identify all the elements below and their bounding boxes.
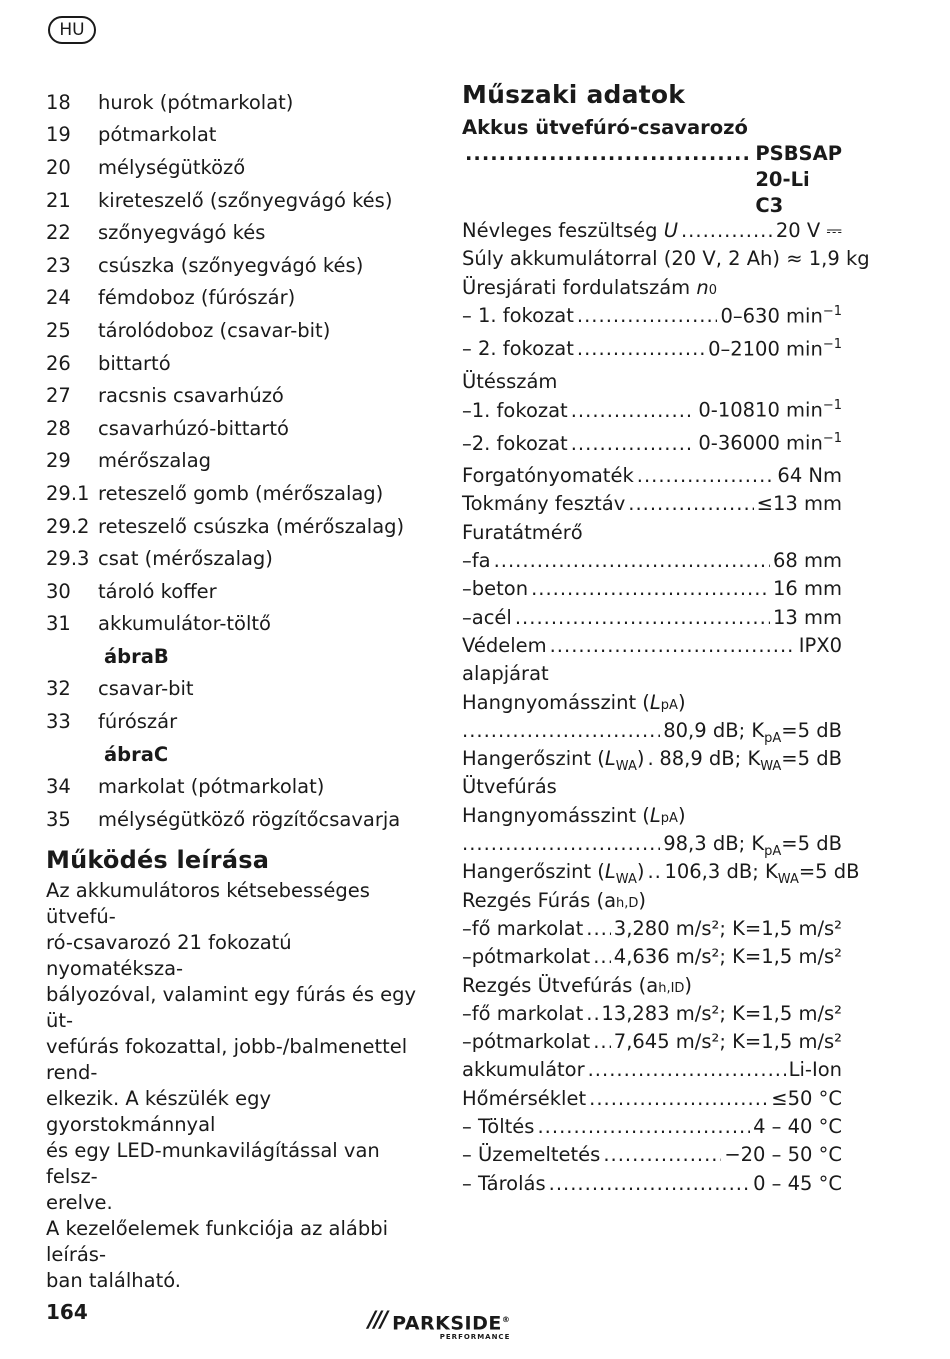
part-label: csat (mérőszalag) <box>98 547 273 571</box>
part-label: bittartó <box>98 351 171 375</box>
parts-list-c <box>46 738 426 771</box>
leader-dots <box>494 549 770 572</box>
page-number: 164 <box>46 1300 88 1324</box>
part-label: csúszka (szőnyegvágó kés) <box>98 253 364 277</box>
torque-value: 64 Nm <box>777 464 842 488</box>
storage-value: 0 – 45 °C <box>753 1171 842 1195</box>
part-label: reteszelő gomb (mérőszalag) <box>98 481 384 505</box>
spec-spl-1 <box>462 719 842 747</box>
part-number: 29.1 <box>46 481 90 505</box>
part-number: 22 <box>46 221 71 245</box>
chuck-label: Tokmány fesztáv <box>462 492 626 516</box>
spec-charging <box>462 1115 842 1143</box>
spec-spl-2 <box>462 832 842 860</box>
leader-dots <box>465 141 752 219</box>
parts-list-item <box>46 445 426 478</box>
leader-dots <box>577 337 705 360</box>
part-number: 29.3 <box>46 547 90 571</box>
steel-label: –acél <box>462 605 512 629</box>
leader-dots <box>531 577 770 600</box>
charge-label: – Töltés <box>462 1115 535 1139</box>
logo-brand: PARKSIDE® <box>392 1312 511 1335</box>
parts-list-item <box>46 770 426 803</box>
part-label: mélységütköző <box>98 155 246 179</box>
part-number: 24 <box>46 286 71 310</box>
function-title: Működés leírása <box>46 845 270 874</box>
wood-label: –fa <box>462 549 491 573</box>
text-line: erelve. <box>46 1190 113 1214</box>
text-line: ban található. <box>46 1268 182 1292</box>
part-label: racsnis csavarhúzó <box>98 384 284 408</box>
storage-label: – Tárolás <box>462 1171 546 1195</box>
parts-list-item <box>46 216 426 249</box>
function-description <box>46 878 426 1294</box>
leader-dots <box>571 399 696 422</box>
part-number: 18 <box>46 90 71 114</box>
part-number: 21 <box>46 188 71 212</box>
text-line: és egy LED-munkavilágítással van felsz- <box>46 1138 380 1188</box>
part-number: 25 <box>46 318 71 342</box>
parts-list-item <box>46 575 426 608</box>
parts-list-item <box>46 119 426 152</box>
battery-value: Li-Ion <box>788 1058 842 1082</box>
leader-dots <box>593 945 611 968</box>
text-line: vefúrás fokozattal, jobb-/balmenettel rend- <box>46 1034 408 1084</box>
spec-temperature <box>462 1087 842 1115</box>
swl2-value: 106,3 dB; $K_{WA}=5$ dB <box>664 860 860 888</box>
temp-value: ≤50 °C <box>771 1086 842 1110</box>
left-column <box>46 86 426 1294</box>
leader-dots <box>462 719 660 742</box>
part-number: 19 <box>46 123 71 147</box>
text-line: A kezelőelemek funkciója az alábbi leírás- <box>46 1216 388 1266</box>
model-name: Akkus ütvefúró-csavarozó <box>462 116 748 139</box>
main-grip-label: –fő markolat <box>462 916 584 940</box>
spec-vib-drill-label: Rezgés Fúrás (a h,D ) <box>462 888 647 912</box>
parts-list-item <box>46 86 426 119</box>
spec-bore-diameter: Furatátmérő <box>462 520 583 544</box>
leader-dots <box>637 464 775 487</box>
part-number: 30 <box>46 579 71 603</box>
part-number: 32 <box>46 677 71 701</box>
part-label: markolat (pótmarkolat) <box>98 775 325 799</box>
parts-list-item <box>46 347 426 380</box>
main-grip-label: –fő markolat <box>462 1001 584 1025</box>
leader-dots <box>537 1115 750 1138</box>
gear2-label: – 2. fokozat <box>462 337 574 361</box>
figure-c-heading <box>46 738 426 771</box>
leader-dots <box>647 860 661 883</box>
impact2-value: 0-36000 $\min^{-1}$ <box>698 431 842 455</box>
leader-dots <box>586 917 611 940</box>
parts-list <box>46 86 426 640</box>
text-line: Az akkumulátoros kétsebességes ütvefú- <box>46 878 370 928</box>
spec-torque <box>462 464 842 492</box>
main-grip1-value: 3,280 m/s²; K=1,5 m/s² <box>613 916 842 940</box>
logo-slashes-icon: /// <box>368 1308 387 1333</box>
part-label: hurok (pótmarkolat) <box>98 90 294 114</box>
parts-list-item <box>46 510 426 543</box>
spec-idle-speed: Üresjárati fordulatszám n 0 <box>462 275 718 299</box>
parkside-logo <box>368 1310 510 1342</box>
parts-list-item <box>46 314 426 347</box>
part-number: 34 <box>46 775 71 799</box>
spec-wood <box>462 549 842 577</box>
part-label: csavar-bit <box>98 677 194 701</box>
part-label: pótmarkolat <box>98 123 217 147</box>
parts-list-item <box>46 477 426 510</box>
parts-list-item <box>46 705 426 738</box>
leader-dots <box>462 832 660 855</box>
parts-list-item <box>46 542 426 575</box>
leader-dots <box>550 634 796 657</box>
logo-sub: PERFORMANCE <box>439 1333 511 1342</box>
temp-label: Hőmérséklet <box>462 1086 587 1110</box>
spec-impact-2 <box>462 431 842 464</box>
impact1-value: 0-10810 $\min^{-1}$ <box>698 398 842 422</box>
leader-dots <box>647 747 656 770</box>
chuck-value: ≤13 mm <box>756 492 842 516</box>
leader-dots <box>571 432 696 455</box>
spec-storage <box>462 1172 842 1200</box>
part-label: mérőszalag <box>98 449 212 473</box>
leader-dots <box>603 1143 721 1166</box>
part-label: tároló koffer <box>98 579 217 603</box>
parts-list-item <box>46 673 426 706</box>
operate-label: – Üzemeltetés <box>462 1143 601 1167</box>
part-number: 31 <box>46 612 71 636</box>
spec-voltage <box>462 219 842 247</box>
right-column <box>462 80 870 1200</box>
leader-dots <box>593 1030 611 1053</box>
leader-dots <box>515 606 770 629</box>
aux-grip1-value: 4,636 m/s²; K=1,5 m/s² <box>613 945 842 969</box>
part-number: 29 <box>46 449 71 473</box>
idle-label: Üresjárati fordulatszám <box>462 275 691 299</box>
text-line: ró-csavarozó 21 fokozatú nyomatéksza- <box>46 930 292 980</box>
gear1-label: – 1. fokozat <box>462 304 574 328</box>
spec-steel <box>462 606 842 634</box>
voltage-label: Névleges feszültség U <box>462 219 678 242</box>
text-line: elkezik. A készülék egy gyorstokmánnyal <box>46 1086 272 1136</box>
gear2-value: 0–2100 $\min^{-1}$ <box>708 336 842 361</box>
part-number: 35 <box>46 807 71 831</box>
part-label: akkumulátor-töltő <box>98 612 271 636</box>
function-paragraph-1 <box>46 878 426 1216</box>
battery-label: akkumulátor <box>462 1058 585 1082</box>
language-badge: HU <box>48 16 96 44</box>
impact1-label: –1. fokozat <box>462 398 568 422</box>
part-label: szőnyegvágó kés <box>98 221 266 245</box>
figure-b-heading <box>46 640 426 673</box>
part-number: 28 <box>46 416 71 440</box>
spec-swl-2 <box>462 860 860 888</box>
swl1-label: Hangerőszint $(L_{WA})$ <box>462 747 645 775</box>
gear1-value: 0–630 $\min^{-1}$ <box>720 303 842 328</box>
model-code-row <box>462 141 842 219</box>
spec-spl-2-label: Hangnyomásszint ( L pA ) <box>462 803 686 827</box>
impact2-label: –2. fokozat <box>462 431 568 455</box>
concrete-label: –beton <box>462 577 529 601</box>
voltage-value: 20 V ⎓ <box>775 219 842 242</box>
part-label: tárolódoboz (csavar-bit) <box>98 318 331 342</box>
figure-c-label: ábraC <box>104 742 169 766</box>
spec-base-mode: alapjárat <box>462 662 549 686</box>
spl1-value: 80,9 dB; $K_{pA}=5$ dB <box>663 718 842 746</box>
spec-vib-hammer-main <box>462 1002 842 1030</box>
spec-vib-drill-main <box>462 917 842 945</box>
spec-swl-1 <box>462 747 842 775</box>
leader-dots <box>628 492 753 515</box>
leader-dots <box>549 1172 750 1195</box>
main-grip2-value: 13,283 m/s²; K=1,5 m/s² <box>601 1001 842 1025</box>
part-label: kireteszelő (szőnyegvágó kés) <box>98 188 393 212</box>
swl1-value: 88,9 dB; $K_{WA}=5$ dB <box>659 747 842 775</box>
spec-hammer-mode: Ütvefúrás <box>462 775 557 799</box>
aux-grip-label: –pótmarkolat <box>462 1030 591 1054</box>
part-label: fémdoboz (fúrószár) <box>98 286 296 310</box>
part-number: 26 <box>46 351 71 375</box>
parts-list-c-items <box>46 770 426 835</box>
protection-label: Védelem <box>462 633 547 657</box>
parts-list-b-items <box>46 673 426 738</box>
tech-data-title: Műszaki adatok <box>462 80 686 109</box>
spec-operation <box>462 1143 842 1171</box>
leader-dots <box>577 304 718 327</box>
spec-chuck <box>462 492 842 520</box>
leader-dots <box>681 219 773 242</box>
parts-list-b <box>46 640 426 673</box>
model-code: PSBSAP 20-Li C3 <box>755 142 842 217</box>
leader-dots <box>588 1058 786 1081</box>
parts-list-item <box>46 379 426 412</box>
part-label: mélységütköző rögzítőcsavarja <box>98 807 401 831</box>
charge-value: 4 – 40 °C <box>753 1115 842 1139</box>
parts-list-item <box>46 608 426 641</box>
part-label: reteszelő csúszka (mérőszalag) <box>98 514 405 538</box>
logo-text <box>392 1310 510 1342</box>
spec-concrete <box>462 577 842 605</box>
spec-gear-1 <box>462 304 842 337</box>
spec-vib-hammer-label: Rezgés Ütvefúrás (a h,ID ) <box>462 973 693 997</box>
part-label: csavarhúzó-bittartó <box>98 416 289 440</box>
spec-gear-2 <box>462 337 842 370</box>
concrete-value: 16 mm <box>772 577 842 601</box>
text-line: bályozóval, valamint egy fúrás és egy üt- <box>46 982 417 1032</box>
part-number: 23 <box>46 253 71 277</box>
part-number: 33 <box>46 710 71 734</box>
spec-impact-rate: Ütésszám <box>462 369 558 393</box>
part-number: 29.2 <box>46 514 90 538</box>
aux-grip2-value: 7,645 m/s²; K=1,5 m/s² <box>613 1030 842 1054</box>
spl2-value: 98,3 dB; $K_{pA}=5$ dB <box>663 832 842 859</box>
spec-weight: Súly akkumulátorral (20 V, 2 Ah) ≈ 1,9 kg <box>462 247 870 271</box>
figure-b-label: ábraB <box>104 644 169 668</box>
spec-spl-1-label: Hangnyomásszint ( L pA ) <box>462 690 686 714</box>
part-number: 27 <box>46 384 71 408</box>
torque-label: Forgatónyomaték <box>462 464 634 488</box>
spec-vib-hammer-aux <box>462 1030 842 1058</box>
wood-value: 68 mm <box>772 549 842 573</box>
parts-list-item <box>46 151 426 184</box>
parts-list-item <box>46 282 426 315</box>
parts-list-item <box>46 803 426 836</box>
part-number: 20 <box>46 155 71 179</box>
swl2-label: Hangerőszint $(L_{WA})$ <box>462 860 645 888</box>
leader-dots <box>586 1002 598 1025</box>
leader-dots <box>589 1087 768 1110</box>
operate-value: −20 – 50 °C <box>724 1143 842 1167</box>
parts-list-item <box>46 412 426 445</box>
parts-list-item <box>46 184 426 217</box>
function-paragraph-2 <box>46 1216 426 1294</box>
parts-list-item <box>46 249 426 282</box>
spec-impact-1 <box>462 398 842 431</box>
part-label: fúrószár <box>98 710 178 734</box>
spec-battery <box>462 1058 842 1086</box>
spec-vib-drill-aux <box>462 945 842 973</box>
protection-value: IPX0 <box>798 633 842 657</box>
aux-grip-label: –pótmarkolat <box>462 945 591 969</box>
steel-value: 13 mm <box>772 605 842 629</box>
spec-protection <box>462 634 842 662</box>
